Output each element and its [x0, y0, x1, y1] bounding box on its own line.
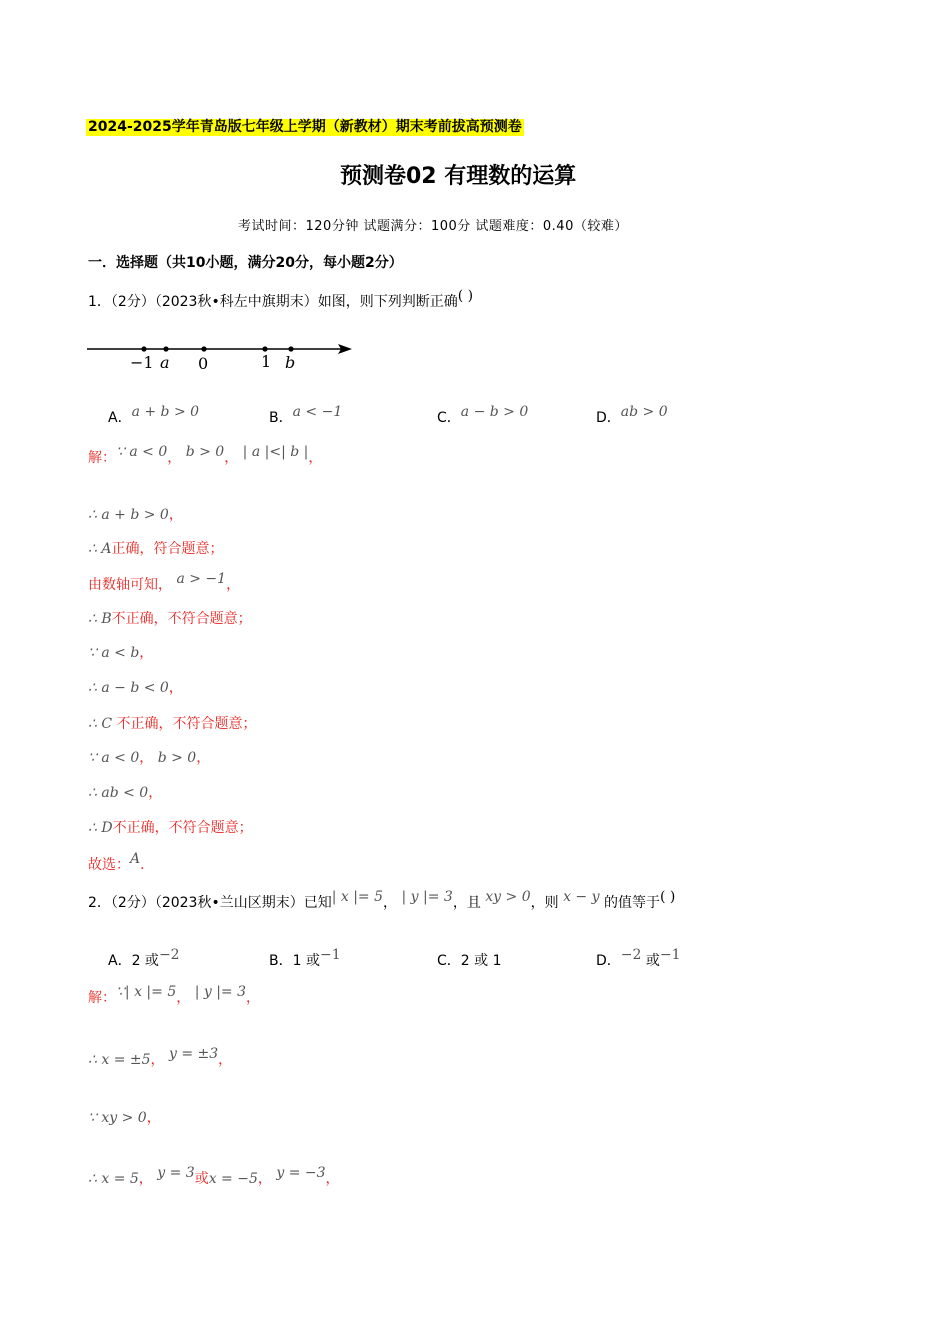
solution-text: 不正确，不符合题意；	[112, 820, 253, 836]
math: b > 0	[157, 750, 197, 766]
option-letter: A．	[108, 410, 132, 426]
solution-text: 不正确，不符合题意；	[111, 611, 252, 627]
question-2-text: ，则	[530, 895, 559, 911]
q1-solution-line-5	[88, 611, 252, 628]
exam-meta: 考试时间：120分钟 试题满分：100分 试题难度：0.40（较难）	[238, 219, 628, 234]
option-math: −1	[659, 947, 681, 963]
punct: ，	[168, 680, 183, 696]
question-2-stem	[88, 889, 676, 912]
option-letter: D．	[596, 953, 621, 969]
q1-solution-line-3	[88, 541, 223, 558]
section-heading: 一．选择题（共10小题，满分20分，每小题2分）	[88, 255, 403, 271]
math: | y |= 3	[401, 889, 453, 905]
math: ∵ xy > 0	[88, 1110, 147, 1126]
option-math: a + b > 0	[131, 404, 200, 420]
math: ∴ x = ±5	[88, 1052, 151, 1068]
q1-solution-line-10	[88, 785, 162, 802]
math: y = 3	[157, 1165, 195, 1181]
math: b > 0	[185, 444, 225, 460]
label-b: b	[285, 353, 296, 372]
math: | y |= 3	[194, 984, 247, 1000]
punct: ，	[150, 1052, 165, 1068]
q1-option-d	[596, 404, 668, 427]
q1-solution-line-1	[88, 444, 323, 467]
solution-prefix: 解：	[88, 450, 116, 466]
point-zero	[201, 346, 206, 351]
punct: ，	[167, 450, 182, 466]
option-letter: C．	[437, 953, 461, 969]
math: ∴ a − b < 0	[88, 680, 169, 696]
question-1-stem	[88, 288, 474, 311]
q2-option-b	[269, 947, 341, 970]
punct: ，	[196, 750, 211, 766]
option-text: 1 或	[292, 953, 320, 969]
option-math: a − b > 0	[460, 404, 529, 420]
punct: ，	[325, 1171, 340, 1187]
question-2-text: ，且	[452, 895, 481, 911]
punct: ，	[218, 1052, 233, 1068]
number-line-figure	[84, 336, 364, 378]
question-2-answer-paren: ( )	[659, 889, 676, 905]
punct: ，	[176, 990, 191, 1006]
q1-solution-line-8	[88, 716, 257, 733]
option-letter: C．	[437, 410, 461, 426]
punct: ．	[140, 857, 155, 873]
math: | a |<| b |	[242, 444, 309, 460]
q1-solution-line-4	[88, 571, 241, 594]
q1-solution-line-9	[88, 750, 210, 767]
punct: ，	[224, 450, 239, 466]
math: x = −5	[208, 1171, 258, 1187]
punct: ，	[146, 1110, 161, 1126]
math: y = −3	[276, 1165, 326, 1181]
q1-solution-line-7	[88, 680, 183, 697]
q2-option-d	[596, 947, 681, 970]
punct: ，	[139, 750, 154, 766]
math: x − y	[563, 889, 600, 905]
math: y = ±3	[168, 1046, 219, 1062]
math: ∴ a + b > 0	[88, 507, 169, 523]
option-letter: A．	[108, 953, 132, 969]
option-text: 2 或	[131, 953, 159, 969]
solution-prefix: 解：	[88, 990, 116, 1006]
q1-option-b	[269, 404, 343, 427]
math: ∴ x = 5	[88, 1171, 139, 1187]
label-zero: 0	[198, 354, 209, 373]
label-minus-one: −1	[130, 353, 154, 372]
punct: ，	[226, 577, 241, 593]
punct: ，	[138, 1171, 153, 1187]
q2-option-a	[108, 947, 180, 970]
math: ∴ D	[88, 820, 113, 836]
q1-solution-line-6	[88, 645, 153, 662]
option-text: 或	[645, 953, 660, 969]
label-a: a	[160, 353, 170, 372]
question-2-text: 2．（2分）（2023秋•兰山区期末）已知	[88, 895, 332, 911]
q2-solution-line-4	[88, 1165, 340, 1188]
math: ∵| x |= 5	[116, 984, 177, 1000]
punct: ，	[308, 450, 323, 466]
question-2-text: 的值等于	[603, 895, 660, 911]
q1-solution-line-2	[88, 507, 183, 524]
q2-solution-line-2	[88, 1046, 233, 1069]
math: ∴ ab < 0	[88, 785, 149, 801]
math: ∴ B	[88, 611, 112, 627]
math: | x |= 5	[331, 889, 384, 905]
math: xy > 0	[485, 889, 531, 905]
option-math: ab > 0	[620, 404, 668, 420]
question-1-answer-paren: ( )	[457, 288, 474, 304]
option-math: −1	[319, 947, 341, 963]
solution-text: 正确，符合题意；	[111, 541, 224, 557]
punct: ，	[246, 990, 261, 1006]
math: ∴ C	[88, 716, 113, 732]
math: A	[130, 851, 141, 867]
punct: ，	[257, 1171, 272, 1187]
punct: ，	[168, 507, 183, 523]
q2-solution-line-3	[88, 1110, 161, 1127]
point-b	[288, 346, 293, 351]
math: ∵ a < 0	[88, 750, 140, 766]
punct: ，	[383, 895, 398, 911]
option-text: 2 或 1	[460, 953, 502, 969]
question-1-text: 1．（2分）（2023秋•科左中旗期末）如图，则下列判断正确	[88, 294, 458, 310]
option-letter: D．	[596, 410, 621, 426]
math: a > −1	[176, 571, 227, 587]
q1-solution-line-12	[88, 851, 155, 874]
page-title: 预测卷02 有理数的运算	[340, 164, 577, 189]
point-a	[163, 346, 168, 351]
solution-text: 故选：	[88, 857, 130, 873]
q1-solution-line-11	[88, 820, 253, 837]
solution-text: 不正确，不符合题意；	[116, 716, 257, 732]
q2-solution-line-1	[88, 984, 261, 1007]
option-math: a < −1	[292, 404, 343, 420]
math: ∵ a < b	[88, 645, 140, 661]
exam-series-header: 2024-2025学年青岛版七年级上学期（新教材）期末考前拔高预测卷	[88, 119, 522, 135]
q1-option-c	[437, 404, 529, 427]
label-one: 1	[261, 352, 272, 371]
q1-option-a	[108, 404, 200, 427]
point-one	[262, 346, 267, 351]
option-math: −2	[158, 947, 180, 963]
option-letter: B．	[269, 410, 293, 426]
math: ∴ A	[88, 541, 112, 557]
math: ∵ a < 0	[116, 444, 168, 460]
punct: ，	[139, 645, 154, 661]
solution-text: 由数轴可知，	[88, 577, 172, 593]
punct: ，	[148, 785, 163, 801]
point-minus-one	[141, 346, 146, 351]
solution-text: 或	[194, 1171, 209, 1187]
q2-option-c	[437, 953, 502, 970]
option-math: −2	[620, 947, 642, 963]
option-letter: B．	[269, 953, 293, 969]
